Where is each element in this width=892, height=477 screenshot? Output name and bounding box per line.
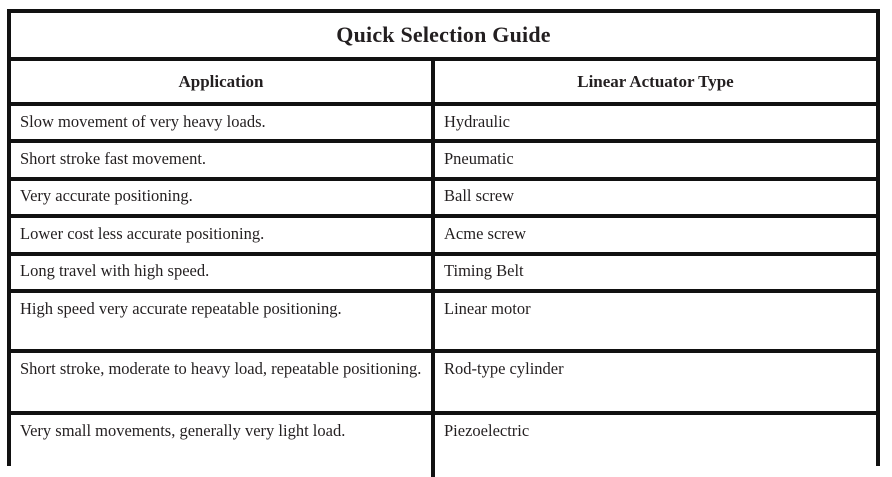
cell-application [11, 218, 435, 251]
table-row [11, 218, 876, 255]
cell-application [11, 353, 435, 411]
page-title: Quick Selection Guide [336, 22, 551, 47]
cell-application-text: Short stroke fast movement. [20, 149, 207, 169]
table-row [11, 353, 876, 415]
cell-actuator-text: Acme screw [444, 223, 527, 243]
cell-actuator [435, 181, 876, 214]
cell-actuator [435, 106, 876, 139]
column-header-application: Application [11, 61, 435, 102]
cell-actuator-text: Ball screw [444, 186, 515, 206]
cell-application-text: Slow movement of very heavy loads. [20, 111, 266, 131]
cell-actuator-text: Rod-type cylinder [444, 358, 564, 378]
cell-actuator-text: Pneumatic [444, 149, 514, 169]
table-row [11, 143, 876, 180]
cell-actuator-text: Piezoelectric [444, 420, 530, 440]
table-row [11, 293, 876, 353]
table-row [11, 181, 876, 218]
table-title-row [11, 13, 876, 61]
cell-actuator-text: Hydraulic [444, 111, 510, 131]
cell-application-text: Lower cost less accurate positioning. [20, 223, 265, 243]
cell-application [11, 143, 435, 176]
table-row [11, 106, 876, 143]
cell-application-text: Short stroke, moderate to heavy load, repeatable positioning. [20, 358, 422, 378]
cell-application-text: Very accurate positioning. [20, 186, 193, 206]
table-header-row [11, 61, 876, 106]
cell-application-text: High speed very accurate repeatable positioning. [20, 298, 342, 318]
quick-selection-guide-table [7, 9, 880, 466]
cell-actuator [435, 415, 876, 477]
table-row [11, 256, 876, 293]
cell-application-text: Very small movements, generally very light load. [20, 420, 346, 440]
cell-actuator [435, 218, 876, 251]
table-body [11, 106, 876, 477]
cell-application [11, 181, 435, 214]
cell-actuator-text: Timing Belt [444, 261, 524, 281]
column-header-linear-actuator-type: Linear Actuator Type [577, 71, 734, 91]
cell-application [11, 293, 435, 349]
cell-actuator [435, 256, 876, 289]
table-row [11, 415, 876, 477]
cell-actuator-text: Linear motor [444, 298, 531, 318]
cell-application [11, 256, 435, 289]
cell-actuator [435, 353, 876, 411]
cell-application-text: Long travel with high speed. [20, 261, 210, 281]
cell-actuator [435, 143, 876, 176]
cell-application [11, 106, 435, 139]
cell-actuator [435, 293, 876, 349]
cell-application [11, 415, 435, 477]
